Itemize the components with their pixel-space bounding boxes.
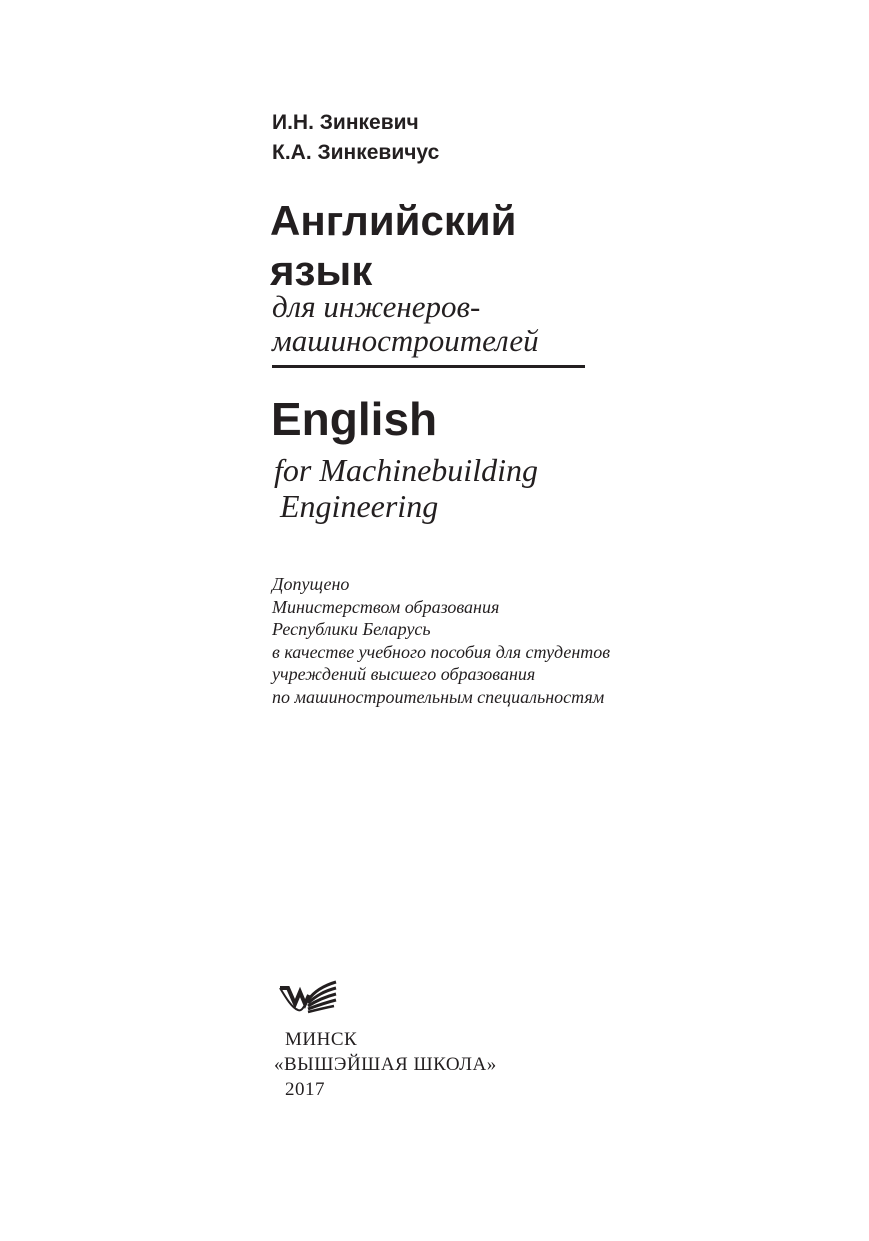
russian-subtitle-line-1: для инженеров- [272, 289, 481, 324]
russian-subtitle-line-2: машиностроителей [272, 323, 539, 358]
approval-line: Министерством образования [272, 596, 500, 617]
russian-title-line-2: язык [270, 247, 373, 294]
approval-line: в качестве учебного пособия для студентов [272, 641, 611, 662]
author-2: К.А. Зинкевичус [272, 141, 440, 164]
english-subtitle-line-1: for Machinebuilding [274, 452, 538, 488]
author-1: И.Н. Зинкевич [272, 111, 419, 134]
english-title [271, 392, 437, 446]
english-title-main: English [271, 393, 438, 445]
title-divider [272, 365, 585, 368]
authors [272, 108, 439, 168]
english-subtitle [274, 452, 538, 524]
publisher-name: «ВЫШЭЙШАЯ ШКОЛА» [274, 1054, 497, 1075]
russian-subtitle [272, 290, 539, 358]
approval-line: Республики Беларусь [272, 619, 431, 639]
russian-title-line-1: Английский [270, 197, 517, 244]
english-subtitle-line-2: Engineering [280, 488, 439, 524]
publisher-imprint [274, 1027, 497, 1102]
approval-line: по машиностроительным специальностям [272, 686, 605, 707]
publisher-logo-icon [278, 978, 340, 1018]
russian-title [270, 196, 516, 296]
approval-line: Допущено [272, 574, 350, 594]
approval-notice [272, 573, 610, 708]
publisher-city: МИНСК [285, 1029, 358, 1050]
publication-year: 2017 [285, 1079, 325, 1100]
approval-line: учреждений высшего образования [272, 664, 536, 684]
